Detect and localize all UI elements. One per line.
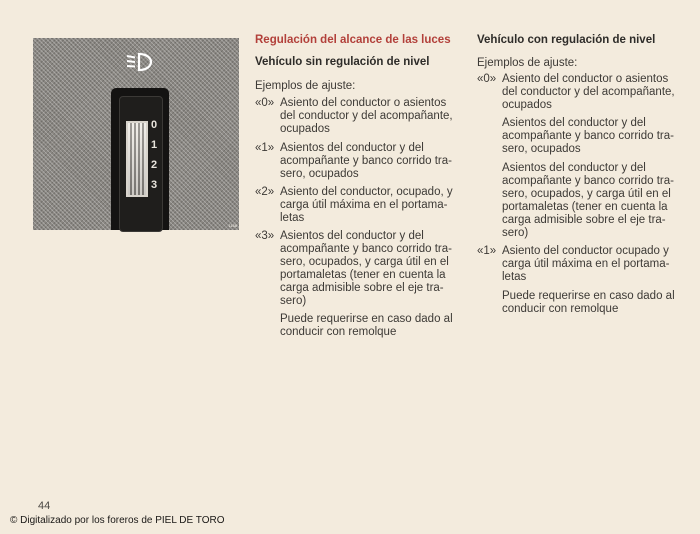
item-text: Asiento del conductor o asientos del conductor y del acompañante, ocupados xyxy=(280,97,453,135)
scan-credit: © Digitalizado por los foreros de PIEL DE TORO xyxy=(10,515,225,526)
right-note: Puede requerirse en caso dado al conducir con remolque xyxy=(502,290,675,315)
item-key: «1» xyxy=(255,142,275,154)
left-heading: Vehículo sin regulación de nivel xyxy=(255,56,430,68)
item-key: «0» xyxy=(255,97,275,109)
scale-mark-1: 1 xyxy=(150,139,158,151)
left-item-3 xyxy=(255,230,465,308)
figure-code: 1168 xyxy=(228,223,237,228)
left-intro: Ejemplos de ajuste: xyxy=(255,80,356,92)
right-heading: Vehículo con regulación de nivel xyxy=(477,34,656,46)
item-key: «3» xyxy=(255,230,275,242)
switch-bezel xyxy=(119,96,163,232)
headlamp-icon xyxy=(124,51,154,73)
scale-mark-3: 3 xyxy=(150,179,158,191)
range-thumbwheel[interactable] xyxy=(126,121,148,197)
item-text: Asiento del conductor, ocupado, y carga útil máxima en el portama- letas xyxy=(280,186,453,224)
item-text: Asiento del conductor ocupado y carga útil máxima en el portama- letas xyxy=(502,245,670,283)
scale-mark-2: 2 xyxy=(150,159,158,171)
right-item-0 xyxy=(477,73,687,112)
left-item-2 xyxy=(255,186,465,225)
page-number: 44 xyxy=(38,500,51,512)
item-text: Asientos del conductor y del acompañante y banco corrido tra- sero, ocupados, y carga útil en el portamaletas (tener en cuenta la carga admisible sobre el eje tra- sero) xyxy=(280,230,452,307)
item-key: «2» xyxy=(255,186,275,198)
item-text: Asiento del conductor o asientos del conductor y del acompañante, ocupados xyxy=(502,73,675,111)
left-note: Puede requerirse en caso dado al conducir con remolque xyxy=(280,313,453,338)
right-para-2: Asientos del conductor y del acompañante y banco corrido tra- sero, ocupados, y carga útil en el portamaletas (tener en cuenta la carga admisible sobre el eje tra- sero) xyxy=(502,162,674,239)
section-title: Regulación del alcance de las luces xyxy=(255,34,451,46)
headlamp-range-figure xyxy=(33,38,239,230)
right-item-1 xyxy=(477,245,687,284)
item-key: «0» xyxy=(477,73,497,85)
right-intro: Ejemplos de ajuste: xyxy=(477,57,578,69)
switch-panel xyxy=(111,88,169,230)
item-key: «1» xyxy=(477,245,497,257)
right-para-1: Asientos del conductor y del acompañante y banco corrido tra- sero, ocupados xyxy=(502,117,674,155)
left-item-0 xyxy=(255,97,465,136)
scale-mark-0: 0 xyxy=(150,119,158,131)
left-item-1 xyxy=(255,142,465,181)
item-text: Asientos del conductor y del acompañante y banco corrido tra- sero, ocupados xyxy=(280,142,452,180)
